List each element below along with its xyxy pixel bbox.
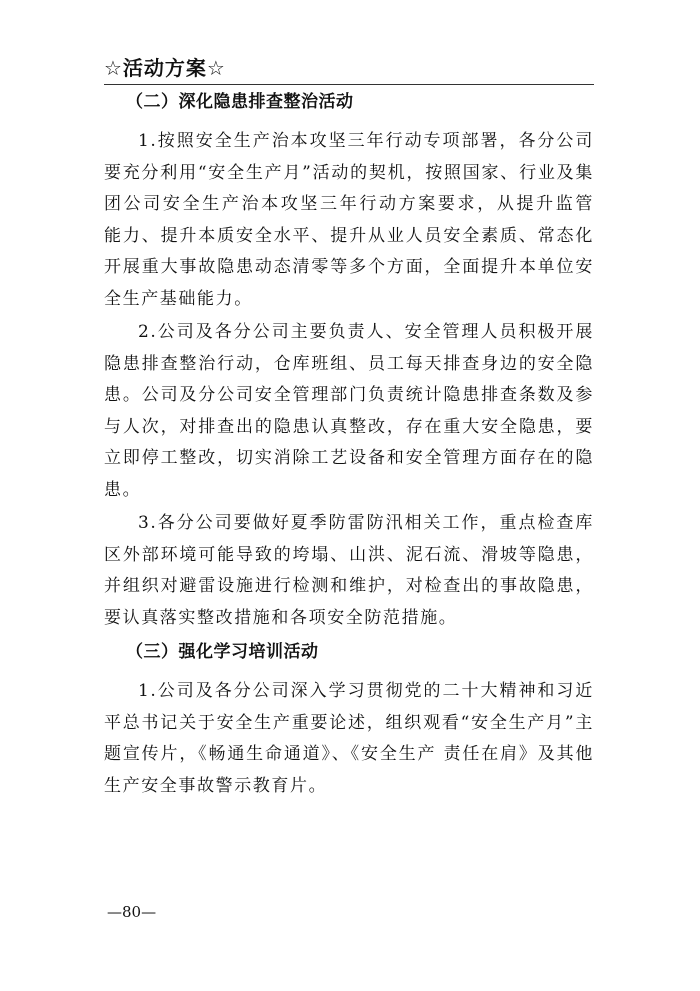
section-heading: （三）强化学习培训活动 — [126, 642, 319, 662]
paragraph: 1.按照安全生产治本攻坚三年行动专项部署，各分公司要充分利用“安全生产月”活动的契机，按照国家、行业及集团公司安全生产治本攻坚三年行动方案要求，从提升监管 能力、提升本质安全水平、提升从业人员安全素质、常态化 开展重大事故隐患动态清零等多个方面，全面提升本单位安 全生产基础能力。 — [104, 131, 594, 309]
page-number: —80— — [107, 903, 157, 921]
header-divider — [104, 84, 594, 85]
paragraph: 1.公司及各分公司深入学习贯彻党的二十大精神和习近平总书记关于安全生产重要论述，组织观看“安全生产月”主题宣传片，《畅通生命通道》、《安全生产 责任在肩》及其他生产安全事故警示教育片。 — [104, 681, 594, 796]
page-header-title: ☆活动方案☆ — [104, 56, 226, 80]
paragraph: 2.公司及各分公司主要负责人、安全管理人员积极开展隐患排查整治行动，仓库班组、员工每天排查身边的安全隐患。公司及分公司安全管理部门负责统计隐患排查条数及参与人次，对排查出的隐患认真整改，存在重大安全隐患，要立即停工整改，切实消除工艺设备和安全管理方面存在的隐患。 — [104, 322, 594, 500]
page-header — [104, 55, 594, 81]
section-heading: （二）深化隐患排查整治活动 — [126, 92, 354, 112]
document-body — [104, 90, 594, 802]
paragraph: 3.各分公司要做好夏季防雷防汛相关工作，重点检查库区外部环境可能导致的垮塌、山洪、泥石流、滑坡等隐患，并组织对避雷设施进行检测和维护，对检查出的事故隐患，要认真落实整改措施和各项安全防范措施。 — [104, 513, 594, 628]
